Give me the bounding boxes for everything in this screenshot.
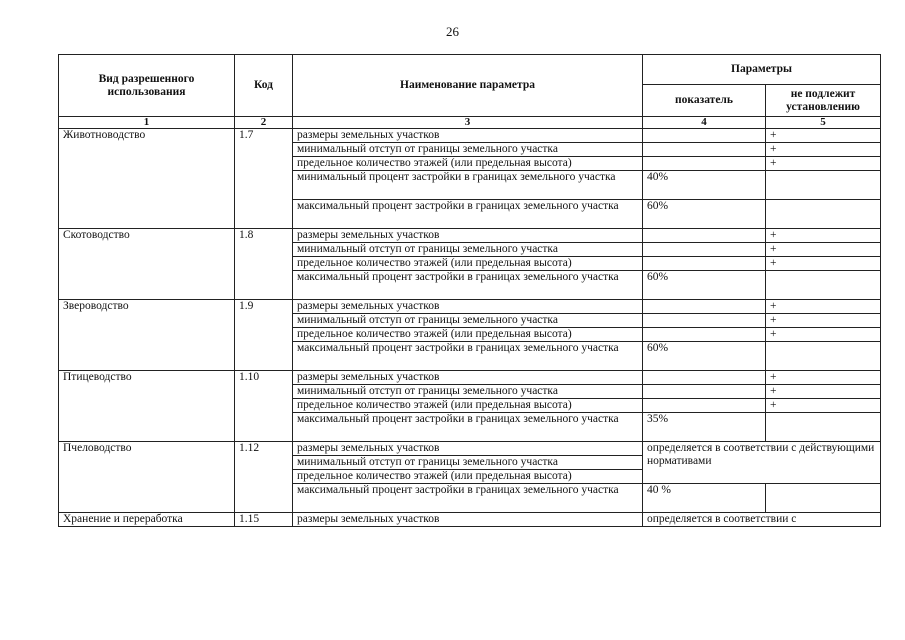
- land-use-code: 1.15: [235, 513, 293, 527]
- indicator-value: [643, 243, 766, 257]
- parameter-name: размеры земельных участков: [293, 513, 643, 527]
- not-established-mark: +: [766, 143, 881, 157]
- not-established-mark: [766, 271, 881, 300]
- not-established-mark: [766, 413, 881, 442]
- header-code: Код: [235, 55, 293, 117]
- table-row: [59, 229, 881, 243]
- table-row: [59, 371, 881, 385]
- indicator-value: [643, 399, 766, 413]
- not-established-mark: +: [766, 129, 881, 143]
- parameter-name: максимальный процент застройки в границах земельного участка: [293, 413, 643, 442]
- not-established-mark: [766, 200, 881, 229]
- parameter-name: максимальный процент застройки в границах земельного участка: [293, 342, 643, 371]
- not-established-mark: +: [766, 399, 881, 413]
- land-use-name: Хранение и переработка: [59, 513, 235, 527]
- not-established-mark: +: [766, 257, 881, 271]
- land-use-name: Птицеводство: [59, 371, 235, 442]
- indicator-value: [643, 300, 766, 314]
- land-use-code: 1.8: [235, 229, 293, 300]
- indicator-value: [643, 314, 766, 328]
- header-indicator: показатель: [643, 85, 766, 117]
- parameter-name: минимальный отступ от границы земельного участка: [293, 243, 643, 257]
- column-number: 5: [766, 117, 881, 129]
- not-established-mark: [766, 171, 881, 200]
- not-established-mark: +: [766, 243, 881, 257]
- column-number: 4: [643, 117, 766, 129]
- indicator-value: 60%: [643, 200, 766, 229]
- not-established-mark: +: [766, 371, 881, 385]
- indicator-value: [643, 157, 766, 171]
- parameter-name: предельное количество этажей (или предельная высота): [293, 157, 643, 171]
- parameter-name: минимальный отступ от границы земельного участка: [293, 456, 643, 470]
- header-not-established: не подлежит установлению: [766, 85, 881, 117]
- land-use-parameters-table: [58, 54, 881, 527]
- column-number: 2: [235, 117, 293, 129]
- land-use-name: Звероводство: [59, 300, 235, 371]
- indicator-value: 40%: [643, 171, 766, 200]
- parameter-name: предельное количество этажей (или предельная высота): [293, 328, 643, 342]
- land-use-code: 1.7: [235, 129, 293, 229]
- not-established-mark: +: [766, 385, 881, 399]
- parameter-name: предельное количество этажей (или предельная высота): [293, 257, 643, 271]
- header-parameter-name: Наименование параметра: [293, 55, 643, 117]
- parameter-name: предельное количество этажей (или предельная высота): [293, 399, 643, 413]
- land-use-code: 1.12: [235, 442, 293, 513]
- parameter-name: размеры земельных участков: [293, 129, 643, 143]
- indicator-value: [643, 371, 766, 385]
- regulatory-note: определяется в соответствии с: [643, 513, 881, 527]
- indicator-value: 60%: [643, 342, 766, 371]
- land-use-code: 1.9: [235, 300, 293, 371]
- not-established-mark: +: [766, 300, 881, 314]
- parameter-name: минимальный отступ от границы земельного участка: [293, 143, 643, 157]
- parameter-name: минимальный отступ от границы земельного участка: [293, 314, 643, 328]
- parameter-name: максимальный процент застройки в границах земельного участка: [293, 271, 643, 300]
- not-established-mark: +: [766, 229, 881, 243]
- parameter-name: размеры земельных участков: [293, 300, 643, 314]
- land-use-name: Скотоводство: [59, 229, 235, 300]
- land-use-name: Пчеловодство: [59, 442, 235, 513]
- indicator-value: [643, 257, 766, 271]
- not-established-mark: +: [766, 314, 881, 328]
- page-number: 26: [446, 24, 459, 39]
- parameter-name: минимальный отступ от границы земельного участка: [293, 385, 643, 399]
- parameter-name: максимальный процент застройки в границах земельного участка: [293, 200, 643, 229]
- regulatory-note: определяется в соответствии с действующими нормативами: [643, 442, 881, 484]
- table-row: [59, 129, 881, 143]
- parameter-name: минимальный процент застройки в границах земельного участка: [293, 171, 643, 200]
- indicator-value: [643, 143, 766, 157]
- table-row: [59, 300, 881, 314]
- table-row: [59, 513, 881, 527]
- indicator-value: 35%: [643, 413, 766, 442]
- parameter-name: размеры земельных участков: [293, 371, 643, 385]
- land-use-code: 1.10: [235, 371, 293, 442]
- not-established-mark: [766, 484, 881, 513]
- indicator-value: 40 %: [643, 484, 766, 513]
- indicator-value: [643, 129, 766, 143]
- parameter-name: размеры земельных участков: [293, 442, 643, 456]
- indicator-value: [643, 229, 766, 243]
- indicator-value: 60%: [643, 271, 766, 300]
- not-established-mark: +: [766, 328, 881, 342]
- indicator-value: [643, 328, 766, 342]
- not-established-mark: +: [766, 157, 881, 171]
- not-established-mark: [766, 342, 881, 371]
- column-number: 3: [293, 117, 643, 129]
- parameter-name: предельное количество этажей (или предельная высота): [293, 470, 643, 484]
- table-row: [59, 442, 881, 456]
- parameter-name: максимальный процент застройки в границах земельного участка: [293, 484, 643, 513]
- land-use-name: Животноводство: [59, 129, 235, 229]
- header-parameters: Параметры: [643, 55, 881, 85]
- indicator-value: [643, 385, 766, 399]
- header-land-use-type: Вид разрешенного использования: [59, 55, 235, 117]
- column-number: 1: [59, 117, 235, 129]
- parameter-name: размеры земельных участков: [293, 229, 643, 243]
